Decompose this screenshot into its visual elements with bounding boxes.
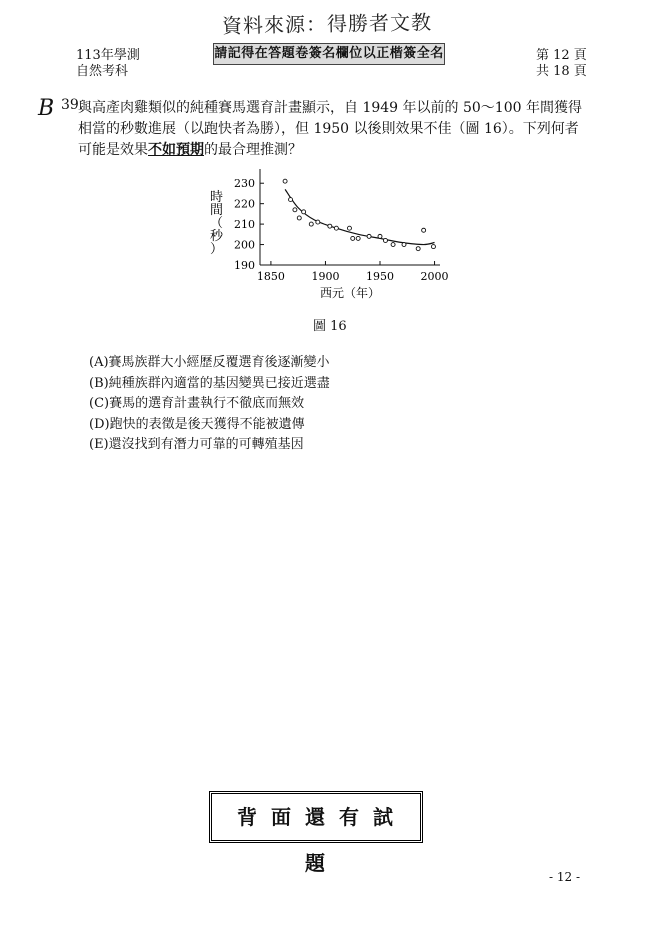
question-number: 39. xyxy=(61,97,84,113)
continue-on-back-box: 背面還有試題 xyxy=(209,791,423,843)
option-c: (C)賽馬的選育計畫執行不徹底而無效 xyxy=(89,396,305,411)
trend-line xyxy=(285,189,434,244)
y-tick-label: 210 xyxy=(234,218,255,232)
data-point xyxy=(402,243,406,247)
question-stem-line-3 xyxy=(78,139,302,159)
figure-caption: 圖 16 xyxy=(313,319,347,334)
option-b: (B)純種族群內適當的基因變異已接近選盡 xyxy=(89,375,330,391)
y-axis-label: 時間（秒） xyxy=(210,190,224,257)
subject-name: 自然考科 xyxy=(76,64,129,79)
answer-options xyxy=(89,353,330,456)
data-point xyxy=(422,228,426,232)
x-tick-label: 2000 xyxy=(420,270,449,283)
y-tick-label: 200 xyxy=(234,238,255,252)
figure-16-scatter-chart xyxy=(200,165,450,310)
data-point xyxy=(297,216,301,220)
handwritten-answer-mark: B xyxy=(38,96,55,121)
stem-text: 的最合理推測？ xyxy=(204,142,302,158)
page-total: 共 18 頁 xyxy=(536,64,587,79)
data-point xyxy=(283,179,287,183)
x-tick-label: 1950 xyxy=(366,270,394,283)
y-tick-label: 190 xyxy=(234,259,255,272)
question-stem-line-1: 與高產肉雞類似的純種賽馬選育計畫顯示，自 1949 年以前的 50～100 年間獲得 xyxy=(78,100,582,116)
question-stem-line-2: 相當的秒數進展（以跑快者為勝），但 1950 以後則效果不佳（圖 16）。下列何者 xyxy=(78,121,579,137)
y-tick-label: 220 xyxy=(234,197,255,211)
chart-axes xyxy=(260,169,440,265)
data-point xyxy=(431,245,435,249)
y-tick-label: 230 xyxy=(234,177,255,191)
data-point xyxy=(356,236,360,240)
data-point xyxy=(334,226,338,230)
data-point xyxy=(293,208,297,212)
footer-page-marker: - 12 - xyxy=(549,870,581,884)
page-number: 第 12 頁 xyxy=(536,48,587,63)
source-handwritten-note: 資料來源：得勝者文教 xyxy=(221,10,433,38)
exam-year: 113年學測 xyxy=(76,48,140,63)
option-a: (A)賽馬族群大小經歷反覆選育後逐漸變小 xyxy=(89,355,330,370)
stem-text: 可能是效果 xyxy=(78,142,148,158)
data-point xyxy=(351,236,355,240)
option-e: (E)還沒找到有潛力可靠的可轉殖基因 xyxy=(89,437,304,452)
data-point xyxy=(316,220,320,224)
data-point xyxy=(347,226,351,230)
data-point xyxy=(378,234,382,238)
signature-reminder-box: 請記得在答題卷簽名欄位以正楷簽全名 xyxy=(213,43,445,65)
emphasized-phrase: 不如預期 xyxy=(148,142,204,158)
data-point xyxy=(302,210,306,214)
x-tick-label: 1900 xyxy=(311,270,340,283)
data-point xyxy=(416,247,420,251)
data-point xyxy=(367,234,371,238)
x-tick-label: 1850 xyxy=(256,270,285,283)
data-point xyxy=(309,222,313,226)
option-d: (D)跑快的表徵是後天獲得不能被遺傳 xyxy=(89,416,305,432)
x-axis-label: 西元（年） xyxy=(319,286,381,300)
data-point xyxy=(391,243,395,247)
data-point xyxy=(328,224,332,228)
data-point xyxy=(383,238,387,242)
data-point xyxy=(289,198,293,202)
